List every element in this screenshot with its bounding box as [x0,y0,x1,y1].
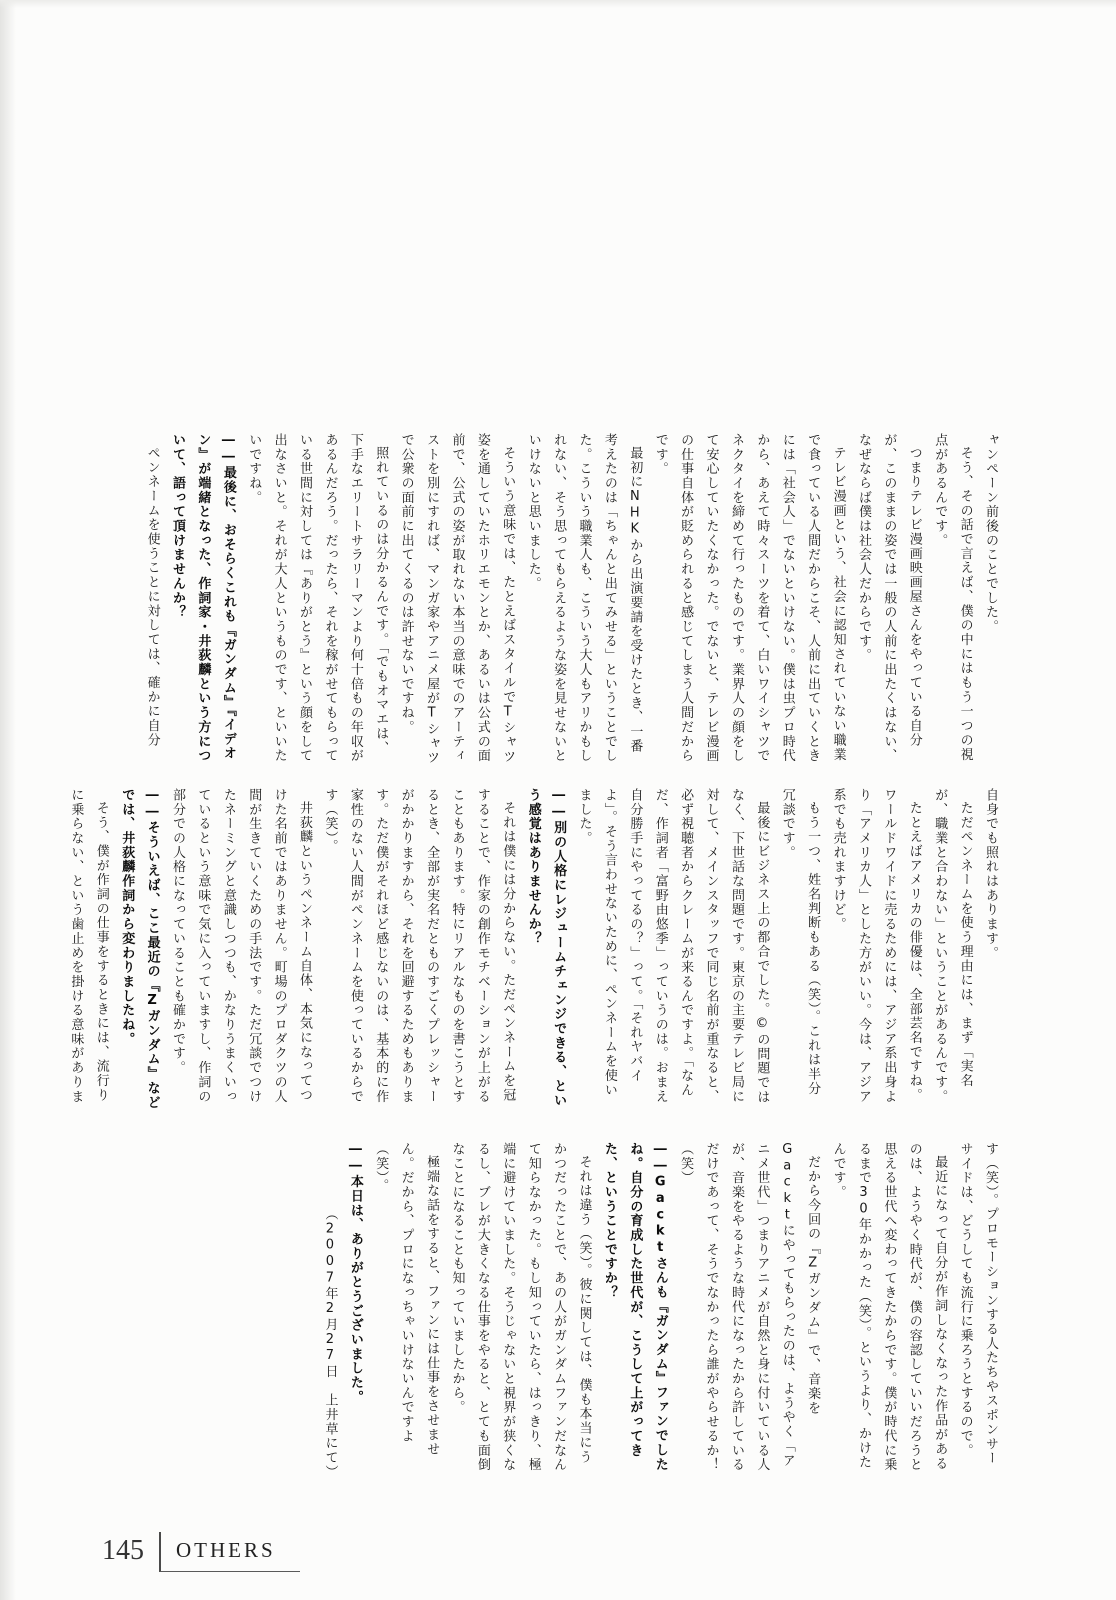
answer-paragraph: つまりテレビ漫画映画屋さんをやっている自分が、このままの姿では一般の人前に出たくはない、なぜならば僕は社会人だからです。 [855,433,922,764]
interviewer-question: ――本日は、ありがとうございました。 [347,1142,363,1405]
section-label: OTHERS [176,1538,276,1562]
interviewer-question: ――別の人格にレジュームチェンジできる、という感覚はありませんか？ [525,788,567,1108]
page-footer [102,1532,300,1572]
answer-paragraph: そういう意味では、たとえばスタイルでTシャツ姿を通していたホリエモンとか、あるいは公式の面前で、公式の姿が取れない本当の意味でのアーティストを別にすれば、マンガ家やアニメ屋がTシャツで公衆の面前に出てくるのは許せないですね。 [398,433,516,766]
answer-paragraph: 最初にNHKから出演要請を受けたとき、一番考えたのは「ちゃんと出てみせる」ということでした。こういう職業人も、こういう大人もアリかもしれない、そう思ってもらえるような姿を見せないといけないと思いました。 [525,433,643,764]
answer-paragraph: す（笑）。プロモーションする人たちやスポンサーサイドは、どうしても流行に乗ろうとするので。 [957,1142,998,1466]
answer-paragraph: だから今回の『Zガンダム』で、音楽をGacktにやってもらったのは、ようやく「アニメ世代」つまりアニメが自然と身に付いている人が、音楽をやるような時代になったから許しているだけであって、そうでなかったら誰がやらせるか！（笑） [678,1142,821,1473]
interview-date-note: （2007年2月27日 上井草にて） [322,1207,338,1480]
section-marker [159,1532,300,1572]
interviewer-question: ――そういえば、ここ最近の『Zガンダム』などでは、井荻麟作詞から変わりましたね。 [119,788,160,1110]
answer-paragraph: ャンペーン前後のことでした。 [983,433,998,634]
text-band-bottom [68,1142,1003,1480]
text-band-top [68,433,1003,766]
answer-paragraph: もう一つ、姓名判断もある（笑）。これは半分冗談です。 [779,788,821,1096]
page-number: 145 [102,1535,144,1566]
answer-paragraph: そう、僕が作詞の仕事をするときには、流行りに乗らない、という歯止めを掛ける意味がありま [68,788,109,1104]
answer-paragraph: 最後にビジネス上の都合でした。©の問題ではなく、下世話な問題です。東京の主要テレビ局に対して、メインスタッフで同じ名前が重なると、必ず視聴者からクレームが来るんですよ。「なんだ、作詞者「富野由悠季」っていうのは。おまえ自分勝手にやってるの？」って。「それヤバイよ」。そう言わせないために、ペンネームを使いました。 [576,788,770,1105]
answer-paragraph: 自身でも照れはあります。 [983,788,998,961]
scan-shadow-top [0,0,1116,8]
answer-paragraph: 最近になって自分が作詞しなくなった作品があるのは、ようやく時代が、僕の容認していいだろうと思える世代へ変わってきたからです。僕が時代に乗るまで30年かかった（笑）。というより、かけたんです。 [830,1142,948,1473]
answer-paragraph: テレビ漫画という、社会に認知されていない職業で食っている人間だからこそ、人前に出ていくときには「社会人」でないといけない。僕は虫プロ時代から、あえて時々スーツを着て、白いワイシャツでネクタイを締めて行ったものです。業界人の顔をして安心していたくなかった。でないと、テレビ漫画の仕事自体が貶められると感じてしまう人間だからです。 [652,433,846,764]
interviewer-question: ――最後に、おそらくこれも『ガンダム』『イデオン』が端緒となった、作詞家・井荻麟という方について、語って頂けませんか？ [170,433,236,764]
answer-paragraph: 照れているのは分かるんです。「でもオマエは、下手なエリートサラリーマンより何十倍もの年収があるんだろう。だったら、それを稼がせてもらっている世間に対しては『ありがとう』という顔をして出なさいと。それが大人というものです、といいたいですね。 [246,433,389,764]
text-band-middle [68,788,1003,1110]
answer-paragraph: それは違う（笑）。彼に関しては、僕も本当にうかつだったことで、あの人がガンダムファンだなんて知らなかった。もし知っていたら、はっきり、極端に避けていました。そうじゃないと視界が狭くなるし、ブレが大きくなる仕事をやると、とても面倒なことになることも知っていましたから。 [449,1142,592,1473]
answer-paragraph: そう、その話で言えば、僕の中にはもう一つの視点があるんです。 [932,433,973,762]
answer-paragraph: ただペンネームを使う理由には、まず「実名が、職業と合わない」ということがあるんです。 [932,788,973,1104]
interviewer-question: ――Gacktさんも『ガンダム』ファンでしたね。自分の育成した世代が、こうして上がってきた、ということですか？ [601,1142,668,1472]
answer-paragraph: それは僕には分からない。ただペンネームを冠することで、作家の創作モチベーションが上がることもあります。特にリアルなものを書こうとするとき、全部が実名だとものすごくプレッシャーがかかりますから、それを回避するためもあります。ただ僕がそれほど感じないのは、基本的に作家性のない人間がペンネームを使っているからです（笑）。 [322,788,516,1104]
answer-paragraph: 井荻麟というペンネーム自体、本気になってつけた名前ではありません。町場のプロダクツの人間が生きていくための手法です。ただ冗談でつけたネーミングと意識しつつも、かなりうまくいっているという意味で気に入っていますし、作詞の部分での人格になっていることも確かです。 [170,788,313,1104]
answer-paragraph: たとえばアメリカの俳優は、全部芸名ですね。ワールドワイドに売るためには、アジア系出身より「アメリカ人」とした方がいい。今は、アジア系でも売れますけど。 [830,788,922,1104]
answer-paragraph: ペンネームを使うことに対しては、確かに自分 [144,446,160,748]
answer-paragraph: 極端な話をすると、ファンには仕事をさせません。だから、プロになっちゃいけないんですよ（笑）。 [373,1142,440,1457]
scan-shadow-left [0,0,16,1600]
